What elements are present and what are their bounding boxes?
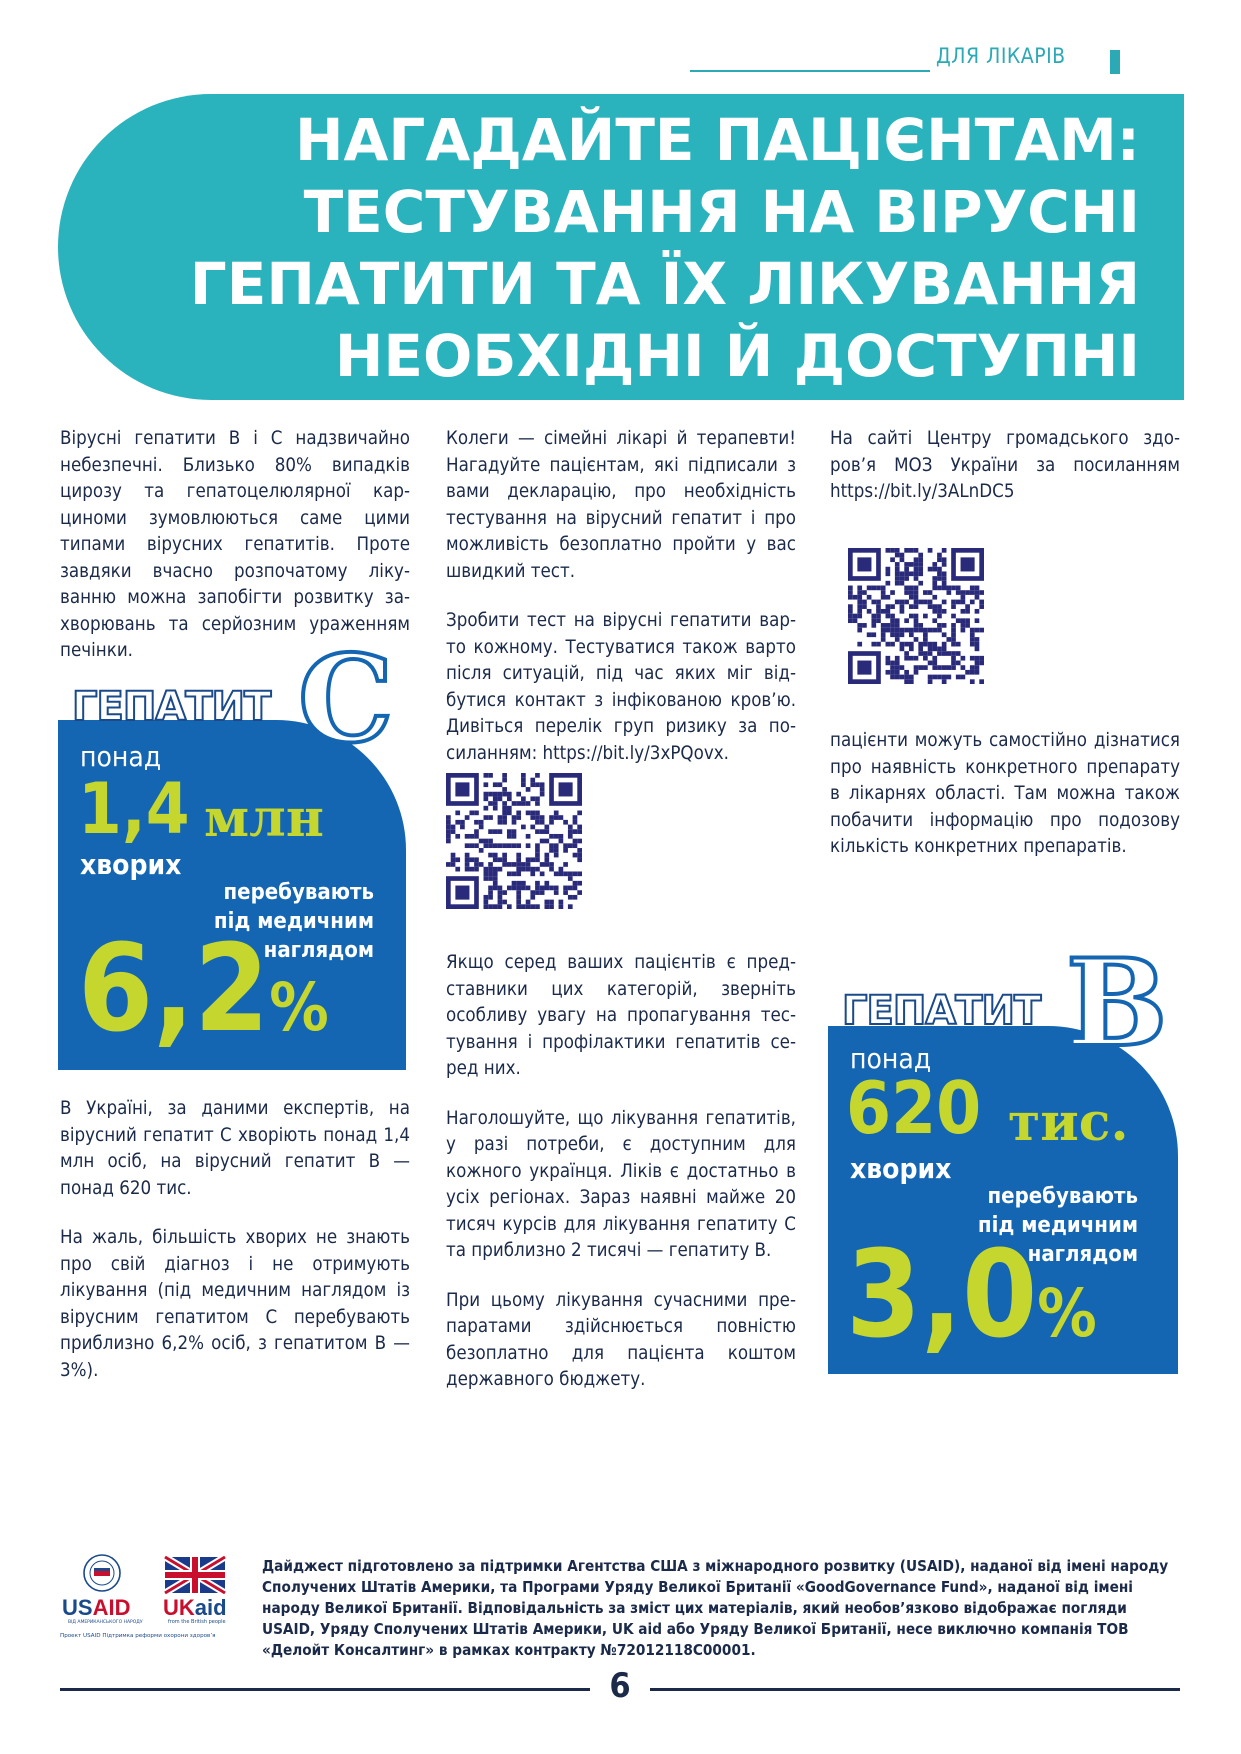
hepatitis-b-monitored: перебувають під медичним наглядом [977,1184,1138,1267]
page-rule-right [650,1688,1180,1691]
column-3-top [830,426,1180,529]
hepatitis-b-unit: тис. [1008,1092,1129,1153]
title-line-3: ГЕПАТИТИ ТА ЇХ ЛІКУВАННЯ [189,250,1140,318]
page-number: 6 [609,1666,631,1706]
usaid-wordmark: USAID [62,1595,131,1620]
hepatitis-b-number: 620 [846,1066,982,1150]
qr-code-risk-groups[interactable] [446,773,582,909]
page-rule-left [60,1688,590,1691]
column-3-body [830,728,1180,884]
title-line-4: НЕОБХІДНІ Й ДОСТУПНІ [334,322,1140,390]
colleagues-paragraph: Колеги — сімейні лікарі й терапевти! Нагадуйте пацієнтам, які підписали з вами декларацію, про необхідність тестування на вірусний гепатит і про можливість безоплатно пройти у вас швидкий тест. [446,428,796,582]
categories-paragraph: Якщо серед ваших пацієнтів є представники цих категорій, зверніть особливу увагу на пропагування тестування і профілактики гепатитів серед них. [446,952,796,1079]
column-1-body [60,1096,410,1407]
treatment-available-paragraph: Наголошуйте, що лікування гепатитів, у разі потреби, є доступним для кожного українця. Ліків є достатньо в усіх регіонах. Зараз наявні майже 20 тисяч курсів для лікування гепатиту С та приблизно 2 тисячі — гепатиту В. [446,1107,796,1261]
ukaid-wordmark: UKaid [163,1595,227,1620]
title-line-2: ТЕСТУВАННЯ НА ВІРУСНІ [303,178,1140,246]
site-link-paragraph: На сайті Центру громадського здоров’я МОЗ України за посиланням https://bit.ly/3ALnDC5 [830,428,1180,502]
hepatitis-c-title: ГЕПАТИТ [72,684,271,730]
qr-code-medicine-availability-graphic [848,548,984,684]
usaid-ukaid-logos [60,1551,260,1641]
ukaid-sub: from the British people [168,1619,226,1625]
qr-code-risk-groups-graphic [446,773,582,909]
test-everyone-paragraph: Зробити тест на вірусні гепатити варто кожному. Тестуватися також варто після ситуацій, під час яких міг відбутися контакт з інфікованою кров’ю. Дивіться перелік груп ризику за посиланням: https://bit.ly/3xPQovx. [446,610,796,764]
title-banner [58,94,1184,400]
footer-disclaimer: Дайджест підготовлено за підтримки Агентства США з міжнародного розвитку (USAID), наданої від імені народу Сполучених Штатів Америки, та Програми Уряду Великої Британії «GoodGovernance Fund», наданої від імені народу Великої Британії. Відповідальність за зміст цих матеріалів, який необов’язково відображає погляди USAID, Уряду Сполучених Штатів Америки, UK aid або Уряду Великої Британії, несе виключно компанія ТОВ «Делойт Консалтинг» в рамках контракту №72012118С00001. [262,1557,1169,1659]
hepatitis-c-unit: млн [204,788,324,849]
hepatitis-b-percent: 3,0% [846,1226,1097,1365]
section-rule [690,70,930,72]
free-treatment-paragraph: При цьому лікування сучасними препаратами здійснюється повністю безоплатно для пацієнта коштом державного бюджету. [446,1289,796,1390]
hepatitis-b-over: понад [850,1042,932,1075]
usaid-sub: ВІД АМЕРИКАНСЬКОГО НАРОДУ [68,1620,143,1625]
section-label: ДЛЯ ЛІКАРІВ [936,44,1066,68]
footer-logos [60,1551,260,1641]
hepatitis-b-letter: B [1066,933,1168,1074]
availability-paragraph: пацієнти можуть самостійно дізнатися про наявність конкретного препарату в лікарнях області. Там можна також побачити інформацію про подозову кількість конкретних препаратів. [830,730,1180,857]
hepatitis-c-monitored: перебувають під медичним наглядом [213,880,374,963]
hepatitis-c-card [58,629,418,1070]
hepatitis-c-letter: С [298,629,394,770]
section-bar [1110,50,1120,74]
hepatitis-c-percent: 6,2% [78,920,329,1059]
uk-flag-icon [165,1557,225,1593]
hepatitis-c-patients: хворих [80,848,182,881]
qr-code-medicine-availability[interactable] [848,548,984,684]
hepatitis-b-patients: хворих [850,1152,952,1185]
diagnosis-paragraph: На жаль, більшість хворих не знають про свій діагноз і не отримують лікування (під медичним наглядом із вірусним гепатитом С перебувають приблизно 6,2% осіб, з гепатитом В — 3%). [60,1227,410,1381]
hepatitis-b-card [828,933,1190,1374]
intro-paragraph: Вірусні гепатити В і С надзвичайно небезпечні. Близько 80% випадків цирозу та гепатоцелюлярної карциноми зумовлюються саме цими типами вірусних гепатитів. Проте завдяки вчасно розпочатому лікуванню можна запобігти розвитку захворювань та серйозним ураженням печінки. [60,428,410,661]
usaid-project: Проект USAID Підтримка реформи охорони здоров’я [60,1633,216,1639]
hepatitis-c-number: 1,4 [78,768,190,850]
column-2-bottom [446,950,796,1417]
stats-paragraph: В Україні, за даними експертів, на вірусний гепатит С хворіють понад 1,4 млн осіб, на вірусний гепатит В — понад 620 тис. [60,1098,410,1199]
hepatitis-b-title: ГЕПАТИТ [842,988,1041,1034]
column-2-top [446,426,796,790]
usaid-seal-icon [84,1555,120,1591]
hepatitis-c-over: понад [80,740,162,773]
title-line-1: НАГАДАЙТЕ ПАЦІЄНТАМ: [294,106,1140,174]
